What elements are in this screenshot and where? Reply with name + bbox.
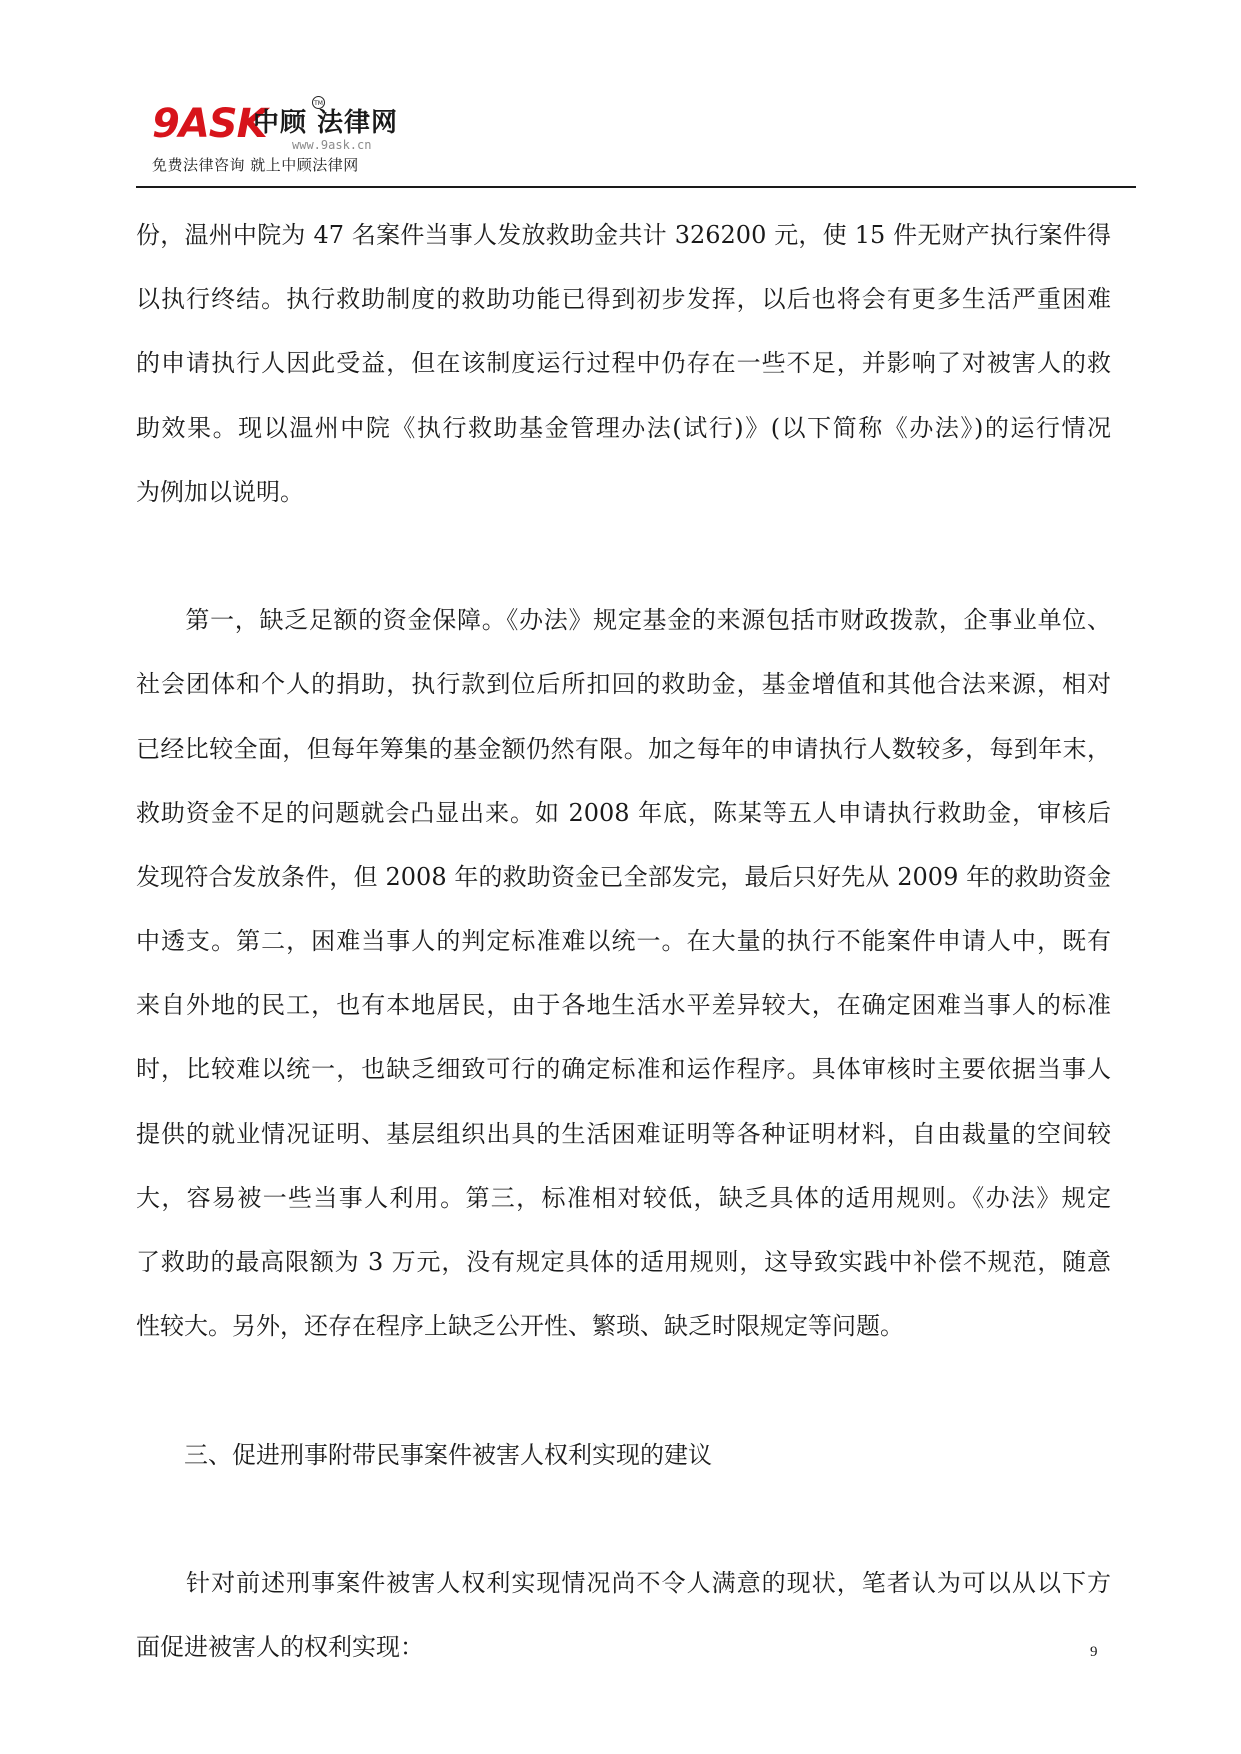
paragraph-2: [136, 604, 1111, 1374]
text-line: 提供的就业情况证明、基层组织出具的生活困难证明等各种证明材料，自由裁量的空间较: [136, 1119, 1111, 1148]
text-line: 为例加以说明。: [136, 477, 304, 506]
text-line: 第一，缺乏足额的资金保障。《办法》规定基金的来源包括市财政拨款，企事业单位、: [136, 606, 1111, 635]
text-line: 时，比较难以统一，也缺乏细致可行的确定标准和运作程序。具体审核时主要依据当事人: [136, 1055, 1111, 1084]
text-line: 发现符合发放条件，但 2008 年的救助资金已全部发完，最后只好先从 2009 年的救助资金: [136, 862, 1111, 891]
paragraph-3: [136, 1567, 1111, 1695]
text-line: 来自外地的民工，也有本地居民，由于各地生活水平差异较大，在确定困难当事人的标准: [136, 991, 1111, 1020]
paragraph-spacer: [136, 1374, 1111, 1438]
paragraph-spacer: [136, 1503, 1111, 1567]
text-line: 中透支。第二，困难当事人的判定标准难以统一。在大量的执行不能案件申请人中，既有: [136, 927, 1111, 956]
text-line: 性较大。另外，还存在程序上缺乏公开性、繁琐、缺乏时限规定等问题。: [136, 1312, 904, 1341]
page-header: [136, 96, 1136, 188]
logo-brand: 中顾 法律网: [253, 108, 399, 138]
section-heading: 三、促进刑事附带民事案件被害人权利实现的建议: [136, 1440, 712, 1469]
paragraph-spacer: [136, 540, 1111, 604]
trademark-icon: TM: [312, 96, 325, 109]
paragraph-1: [136, 219, 1111, 540]
site-logo[interactable]: [152, 96, 452, 186]
text-line: 的申请执行人因此受益，但在该制度运行过程中仍存在一些不足，并影响了对被害人的救: [136, 349, 1111, 378]
text-line: 大，容易被一些当事人利用。第三，标准相对较低，缺乏具体的适用规则。《办法》规定: [136, 1183, 1111, 1212]
logo-slogan: 免费法律咨询 就上中顾法律网: [152, 156, 359, 174]
text-line: 社会团体和个人的捐助，执行款到位后所扣回的救助金，基金增值和其他合法来源，相对: [136, 670, 1111, 699]
logo-mark: 9ASK: [152, 101, 267, 147]
text-line: 面促进被害人的权利实现：: [136, 1633, 424, 1662]
text-line: 救助资金不足的问题就会凸显出来。如 2008 年底，陈某等五人申请执行救助金，审核后: [136, 798, 1111, 827]
header-divider: [136, 186, 1136, 188]
text-line: 了救助的最高限额为 3 万元，没有规定具体的适用规则，这导致实践中补偿不规范，随意: [136, 1248, 1111, 1276]
text-line: 已经比较全面，但每年筹集的基金额仍然有限。加之每年的申请执行人数较多，每到年末，: [136, 734, 1111, 763]
page-number: 9: [1090, 1644, 1098, 1660]
document-body: [136, 219, 1111, 1695]
text-line: 以执行终结。执行救助制度的救助功能已得到初步发挥，以后也将会有更多生活严重困难: [136, 285, 1111, 314]
text-line: 助效果。现以温州中院《执行救助基金管理办法(试行)》(以下简称《办法》)的运行情况: [136, 413, 1111, 442]
logo-url: www.9ask.cn: [292, 138, 372, 152]
text-line: 针对前述刑事案件被害人权利实现情况尚不令人满意的现状，笔者认为可以从以下方: [136, 1568, 1111, 1597]
text-line: 份，温州中院为 47 名案件当事人发放救助金共计 326200 元，使 15 件无财产执行案件得: [136, 221, 1111, 249]
